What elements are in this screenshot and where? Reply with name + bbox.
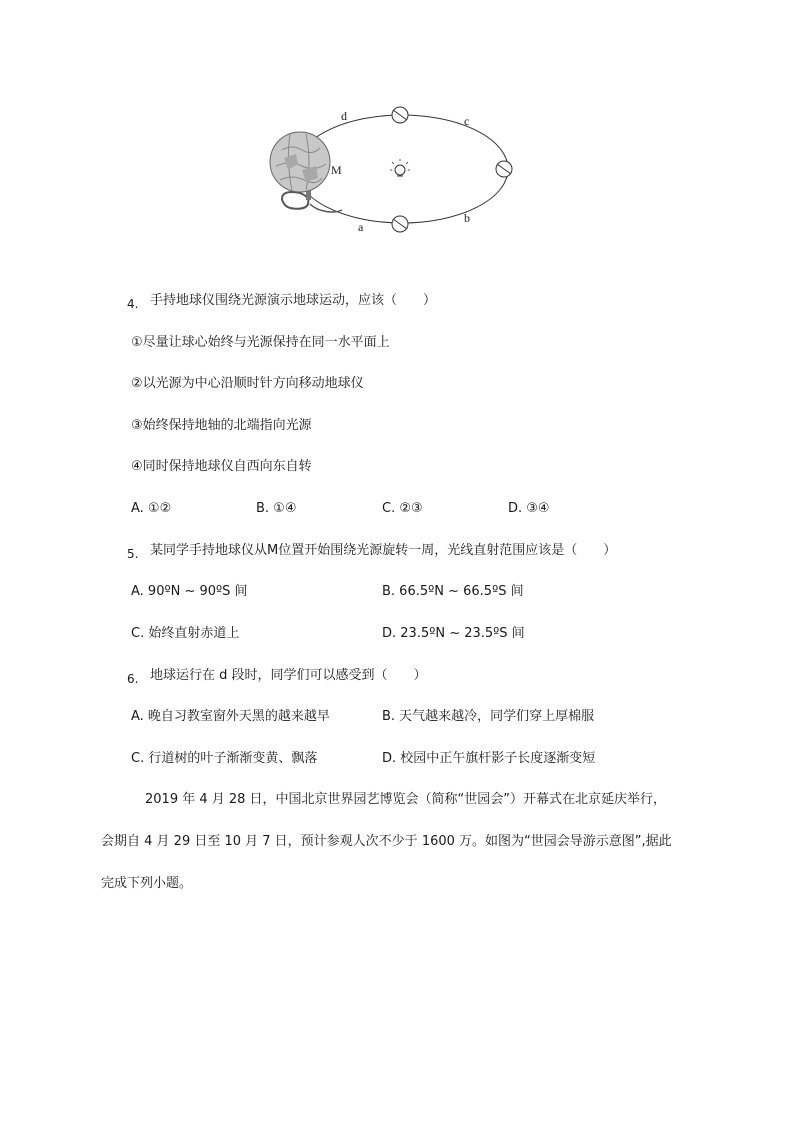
label-a: a: [358, 220, 364, 234]
label-b: b: [464, 211, 470, 225]
orbit-figure: [262, 100, 522, 240]
label-m: M: [331, 163, 342, 177]
q4-stem: 手持地球仪围绕光源演示地球运动，应该（ ）: [150, 293, 437, 308]
q5-option-b[interactable]: B. 66.5ºN ~ 66.5ºS 间: [382, 584, 524, 599]
q5-number: 5.: [127, 547, 139, 561]
q4-item-2: ②以光源为中心沿顺时针方向移动地球仪: [131, 376, 364, 391]
q5-stem: 某同学手持地球仪从M位置开始围绕光源旋转一周，光线直射范围应该是（ ）: [150, 543, 617, 558]
light-bulb-icon: [390, 159, 410, 176]
small-globe-bottom: [392, 216, 408, 232]
orbit-diagram: [262, 100, 522, 240]
label-c: c: [464, 114, 470, 128]
q4-item-1: ①尽量让球心始终与光源保持在同一水平面上: [131, 335, 390, 350]
small-globe-right: [496, 161, 512, 177]
q4-item-4: ④同时保持地球仪自西向东自转: [131, 459, 312, 474]
q4-option-c[interactable]: C. ②③: [382, 501, 423, 516]
q6-option-a[interactable]: A. 晚自习教室窗外天黑的越来越早: [131, 709, 330, 724]
label-d: d: [341, 109, 347, 123]
q5-option-d[interactable]: D. 23.5ºN ~ 23.5ºS 间: [382, 626, 525, 641]
small-globe-top: [392, 107, 408, 123]
q6-number: 6.: [127, 672, 139, 686]
passage-line-3: 完成下列小题。: [101, 876, 193, 891]
passage-line-1: 2019 年 4 月 28 日，中国北京世界园艺博览会（简称“世园会”）开幕式在北京延庆举行，: [145, 792, 667, 807]
q5-option-c[interactable]: C. 始终直射赤道上: [131, 626, 240, 641]
q4-option-a[interactable]: A. ①②: [131, 501, 172, 516]
q5-option-a[interactable]: A. 90ºN ~ 90ºS 间: [131, 584, 248, 599]
q6-option-d[interactable]: D. 校园中正午旗杆影子长度逐渐变短: [382, 751, 596, 766]
q6-option-b[interactable]: B. 天气越来越冷，同学们穿上厚棉服: [382, 709, 595, 724]
q4-option-b[interactable]: B. ①④: [256, 501, 297, 516]
q4-option-d[interactable]: D. ③④: [508, 501, 550, 516]
q6-stem: 地球运行在 d 段时，同学们可以感受到（ ）: [150, 668, 427, 683]
passage-line-2: 会期自 4 月 29 日至 10 月 7 日，预计参观人次不少于 1600 万。如图为“世园会导游示意图”,据此: [101, 834, 672, 849]
q4-item-3: ③始终保持地轴的北端指向光源: [131, 418, 312, 433]
q4-number: 4.: [127, 297, 139, 311]
q6-option-c[interactable]: C. 行道树的叶子渐渐变黄、飘落: [131, 751, 318, 766]
